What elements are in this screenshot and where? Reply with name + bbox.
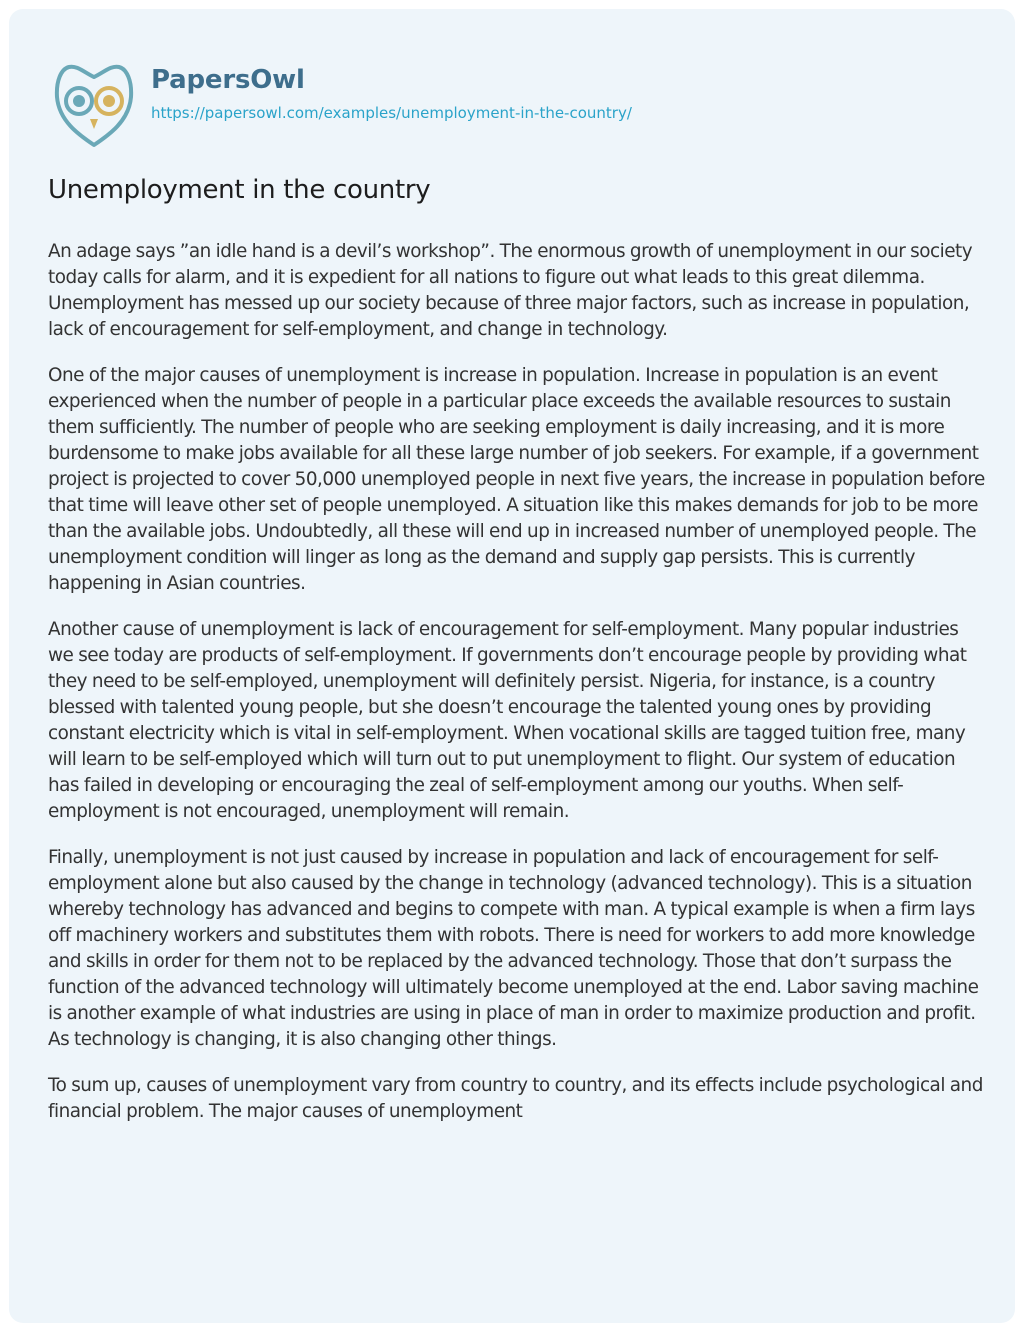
- brand-name[interactable]: PapersOwl: [151, 65, 305, 95]
- paragraph-4: Finally, unemployment is not just caused by increase in population and lack of encouragement for self-employment alone but also caused by the change in technology (advanced technology). This is a situation whereby technology has advanced and begins to compete with man. A typical example is when a firm lays off machinery workers and substitutes them with robots. There is need for workers to add more knowledge and skills in order for them not to be replaced by the advanced technology. Those that don’t surpass the function of the advanced technology will ultimately become unemployed at the end. Labor saving machine is another example of what industries are using in place of man in order to maximize production and profit. As technology is changing, it is also changing other things.: [48, 847, 979, 1050]
- paragraph-5: To sum up, causes of unemployment vary from country to country, and its effects include psychological and financial problem. The major causes of unemployment: [48, 1075, 983, 1122]
- page-title: Unemployment in the country: [48, 175, 431, 205]
- document-page: [9, 9, 1015, 1323]
- header: [49, 59, 632, 149]
- paragraph-1: An adage says ”an idle hand is a devil’s workshop”. The enormous growth of unemployment in our society today calls for alarm, and it is expedient for all nations to figure out what leads to this great dilemma. Unemployment has messed up our society because of three major factors, such as increase in population, lack of encouragement for self-employment, and change in technology.: [48, 241, 973, 340]
- paragraph-3: Another cause of unemployment is lack of encouragement for self-employment. Many popular industries we see today are products of self-employment. If governments don’t encourage people by providing what they need to be self-employed, unemployment will definitely persist. Nigeria, for instance, is a country blessed with talented young people, but she doesn’t encourage the talented young ones by providing constant electricity which is vital in self-employment. When vocational skills are tagged tuition free, many will learn to be self-employed which will turn out to put unemployment to flight. Our system of education has failed in developing or encouraging the zeal of self-employment among our youths. When self-employment is not encouraged, unemployment will remain.: [48, 619, 967, 822]
- article-body: [48, 239, 988, 1145]
- brand-block: [151, 65, 632, 123]
- source-url-link[interactable]: https://papersowl.com/examples/unemployment-in-the-country/: [151, 104, 632, 122]
- owl-logo-icon[interactable]: [49, 59, 139, 149]
- paragraph-2: One of the major causes of unemployment is increase in population. Increase in population is an event experienced when the number of people in a particular place exceeds the available resources to sustain them sufficiently. The number of people who are seeking employment is daily increasing, and it is more burdensome to make jobs available for all these large number of job seekers. For example, if a government project is projected to cover 50,000 unemployed people in next five years, the increase in population before that time will leave other set of people unemployed. A situation like this makes demands for job to be more than the available jobs. Undoubtedly, all these will end up in increased number of unemployed people. The unemployment condition will linger as long as the demand and supply gap persists. This is currently happening in Asian countries.: [48, 365, 985, 594]
